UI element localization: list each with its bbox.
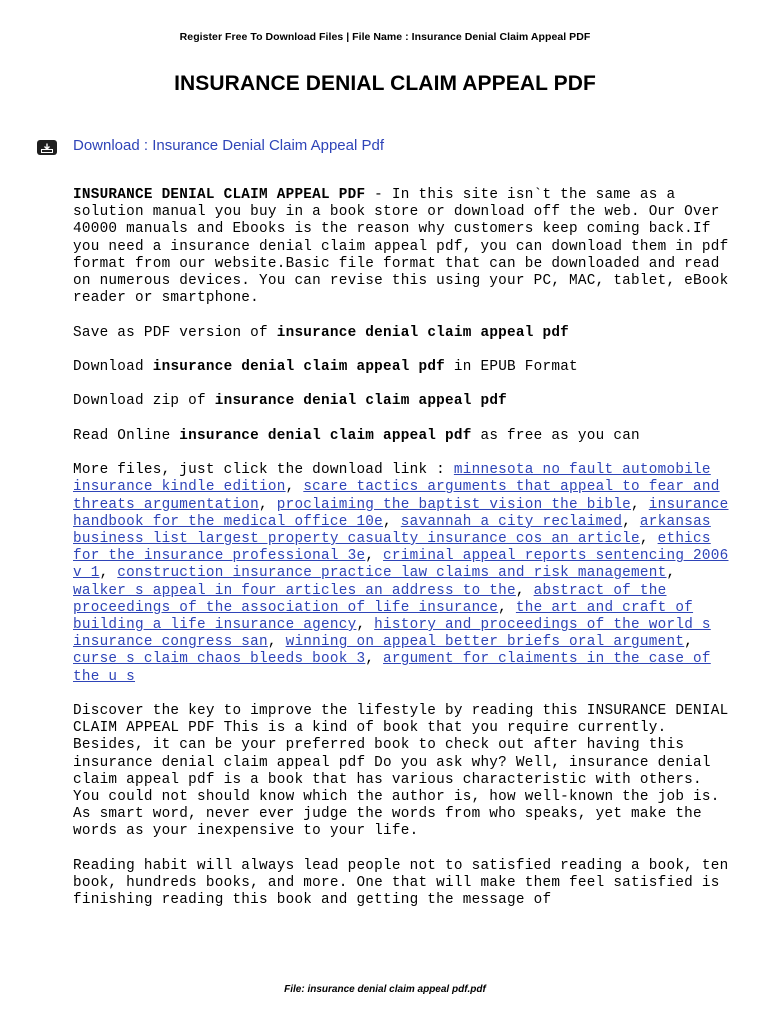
- related-file-link[interactable]: ethics for the insurance professional 3e: [73, 530, 711, 565]
- option-download-epub: Download insurance denial claim appeal pdf in EPUB Format: [73, 359, 578, 375]
- intro-paragraph: [73, 187, 735, 307]
- related-file-link[interactable]: curse s claim chaos bleeds book 3: [73, 651, 366, 668]
- related-file-link[interactable]: scare tactics arguments that appeal to fear and threats argumentation: [73, 479, 720, 513]
- related-file-link[interactable]: winning on appeal better briefs oral argument: [285, 634, 685, 651]
- option-save-pdf: Save as PDF version of insurance denial claim appeal pdf: [73, 324, 570, 341]
- related-file-link[interactable]: proclaiming the baptist vision the bible: [276, 496, 632, 513]
- download-icon[interactable]: [37, 140, 57, 155]
- option-read-online: Read Online insurance denial claim appeal pdf as free as you can: [73, 427, 640, 444]
- body-paragraph: Reading habit will always lead people not to satisfied reading a book, ten book, hundreds books, and more. One that will make them feel satisfied is finishing reading this book and getting the message of: [73, 857, 729, 909]
- related-file-link[interactable]: argument for claiments in the case of the u s: [73, 651, 711, 685]
- related-file-link[interactable]: the art and craft of building a life insurance agency: [73, 599, 694, 633]
- related-file-link[interactable]: savannah a city reclaimed: [400, 513, 623, 530]
- page-title: INSURANCE DENIAL CLAIM APPEAL PDF: [174, 72, 596, 95]
- related-file-link[interactable]: minnesota no fault automobile insurance kindle edition: [73, 462, 711, 496]
- intro-text: - In this site isn`t the same as a solution manual you buy in a book store or download off the web. Our Over 40000 manuals and Ebooks is the reason why customers keep coming back.If you need a insurance denial claim appeal pdf, you can download them in pdf format from our website.Basic file format that can be downloaded and read on numerous devices. You can revise this using your PC, MAC, tablet, eBook reader or smartphone.: [73, 187, 729, 307]
- related-file-link[interactable]: walker s appeal in four articles an address to the: [73, 582, 516, 599]
- page-footer: File: insurance denial claim appeal pdf.pdf: [284, 984, 486, 995]
- download-link[interactable]: Download : Insurance Denial Claim Appeal Pdf: [73, 137, 385, 154]
- related-file-link[interactable]: abstract of the proceedings of the association of life insurance: [73, 582, 667, 616]
- related-file-link[interactable]: history and proceedings of the world s insurance congress san: [73, 617, 711, 651]
- intro-bold-lead: INSURANCE DENIAL CLAIM APPEAL PDF: [73, 187, 366, 203]
- related-file-link[interactable]: insurance handbook for the medical office 10e: [73, 496, 729, 530]
- body-paragraph: Discover the key to improve the lifestyle by reading this INSURANCE DENIAL CLAIM APPEAL PDF This is a kind of book that you require currently. Besides, it can be your preferred book to check out after having this insurance denial claim appeal pdf Do you ask why? Well, insurance denial claim appeal pdf is a book that has various characteristic with others. You could not should know which the author is, how well-known the job is. As smart word, never ever judge the words from who speaks, yet make the words as your inexpensive to your life.: [73, 703, 729, 840]
- download-row: [37, 136, 384, 155]
- page-header: Register Free To Download Files | File Name : Insurance Denial Claim Appeal PDF: [179, 31, 591, 43]
- related-file-link[interactable]: arkansas business list largest property casualty insurance cos an article: [73, 513, 711, 547]
- document-body: [73, 187, 735, 927]
- related-file-link[interactable]: criminal appeal reports sentencing 2006 v 1: [73, 548, 729, 582]
- option-download-zip: Download zip of insurance denial claim appeal pdf: [73, 393, 508, 410]
- related-file-link[interactable]: construction insurance practice law claims and risk management: [117, 565, 667, 582]
- more-files-paragraph: More files, just click the download link : minnesota no fault automobile insurance kindle edition, scare tactics arguments that appeal to fear and threats argumentation, proclaiming the baptist vision the bible, insurance handbook for the medical office 10e, savannah a city reclaimed, arkansas business list largest property casualty insurance cos an article, ethics for the insurance professional 3e, criminal appeal reports sentencing 2006 v 1, construction insurance practice law claims and risk management, walker s appeal in four articles an address to the, abstract of the proceedings of the association of life insurance, the art and craft of building a life insurance agency, history and proceedings of the world s insurance congress san, winning on appeal better briefs oral argument, curse s claim chaos bleeds book 3, argument for claiments in the case of the u s: [73, 462, 729, 685]
- more-files-lead: More files, just click the download link :: [73, 462, 454, 479]
